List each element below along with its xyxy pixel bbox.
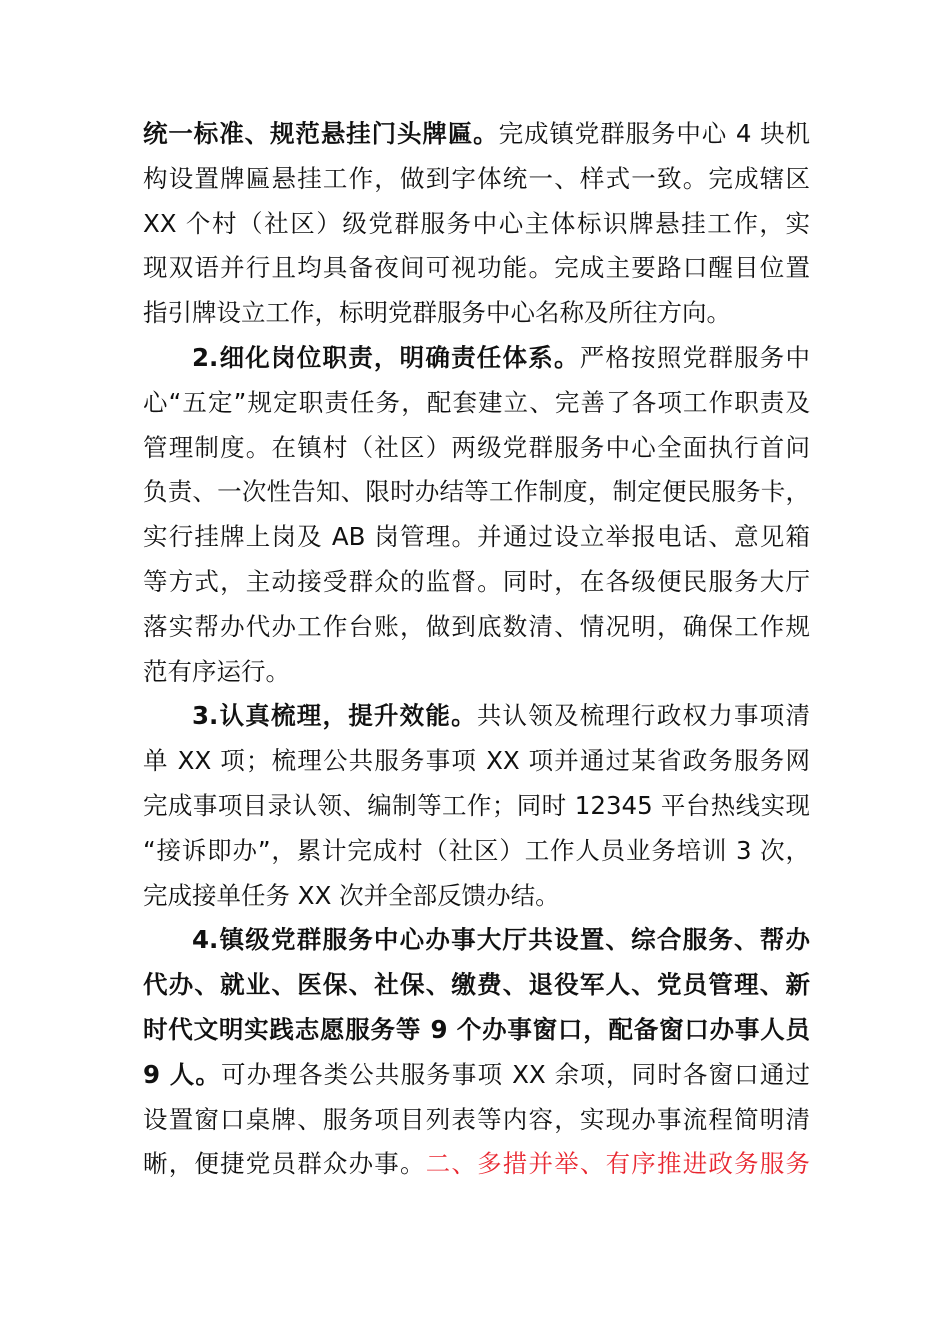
p3-line-2: 单 XX 项；梳理公共服务事项 XX 项并通过某省政务服务网 bbox=[143, 746, 810, 776]
p3-line-3: 完成事项目录认领、编制等工作；同时 12345 平台热线实现 bbox=[143, 790, 810, 820]
p2-line-7: 落实帮办代办工作台账，做到底数清、情况明，确保工作规 bbox=[143, 611, 810, 641]
p1-line-2: 构设置牌匾悬挂工作，做到字体统一、样式一致。完成辖区 bbox=[143, 163, 810, 193]
p4-text-end: 晰，便捷党员群众办事。 bbox=[143, 1149, 426, 1179]
p4-line-1: 4.镇级党群服务中心办事大厅共设置、综合服务、帮办 bbox=[192, 925, 810, 955]
p1-line-1 bbox=[143, 112, 810, 157]
p1-line-4: 现双语并行且均具备夜间可视功能。完成主要路口醒目位置 bbox=[143, 253, 810, 283]
p4-line-3: 时代文明实践志愿服务等 9 个办事窗口，配备窗口办事人员 bbox=[143, 1014, 810, 1044]
p2-line-8: 范有序运行。 bbox=[143, 656, 290, 686]
document-page bbox=[143, 112, 810, 1187]
p2-line-6: 等方式，主动接受群众的监督。同时，在各级便民服务大厅 bbox=[143, 566, 810, 596]
p3-line-5: 完成接单任务 XX 次并全部反馈办结。 bbox=[143, 880, 560, 910]
section-heading-red: 二、多措并举、有序推进政务服务 bbox=[425, 1149, 811, 1179]
p2-text: 严格按照党群服务中 bbox=[579, 342, 811, 372]
p3-heading: 3.认真梳理，提升效能。 bbox=[192, 701, 477, 731]
p2-line-4: 负责、一次性告知、限时办结等工作制度，制定便民服务卡， bbox=[143, 477, 810, 507]
p4-line-4 bbox=[143, 1053, 810, 1098]
p4-line-5: 设置窗口桌牌、服务项目列表等内容，实现办事流程简明清 bbox=[143, 1104, 810, 1134]
p4-bold-tail: 9 人。 bbox=[143, 1059, 222, 1089]
p2-heading: 2.细化岗位职责，明确责任体系。 bbox=[192, 342, 580, 372]
p1-line-3: XX 个村（社区）级党群服务中心主体标识牌悬挂工作，实 bbox=[143, 208, 810, 238]
p2-line-3: 管理制度。在镇村（社区）两级党群服务中心全面执行首问 bbox=[143, 432, 810, 462]
p4-line-2: 代办、就业、医保、社保、缴费、退役军人、党员管理、新 bbox=[143, 970, 810, 1000]
p2-line-1 bbox=[143, 336, 810, 381]
p1-text: 完成镇党群服务中心 4 块机 bbox=[498, 119, 810, 148]
p3-line-1 bbox=[143, 694, 810, 739]
p3-text: 共认领及梳理行政权力事项清 bbox=[476, 701, 810, 731]
p4-text: 可办理各类公共服务事项 XX 余项，同时各窗口通过 bbox=[221, 1059, 810, 1089]
p2-line-5: 实行挂牌上岗及 AB 岗管理。并通过设立举报电话、意见箱 bbox=[143, 522, 810, 552]
p1-heading: 统一标准、规范悬挂门头牌匾。 bbox=[143, 119, 499, 148]
p4-line-6 bbox=[143, 1142, 810, 1187]
p1-line-5: 指引牌设立工作，标明党群服务中心名称及所往方向。 bbox=[143, 298, 731, 328]
p2-line-2: 心“五定”规定职责任务，配套建立、完善了各项工作职责及 bbox=[143, 387, 810, 417]
p3-line-4: “接诉即办”，累计完成村（社区）工作人员业务培训 3 次， bbox=[143, 835, 810, 865]
